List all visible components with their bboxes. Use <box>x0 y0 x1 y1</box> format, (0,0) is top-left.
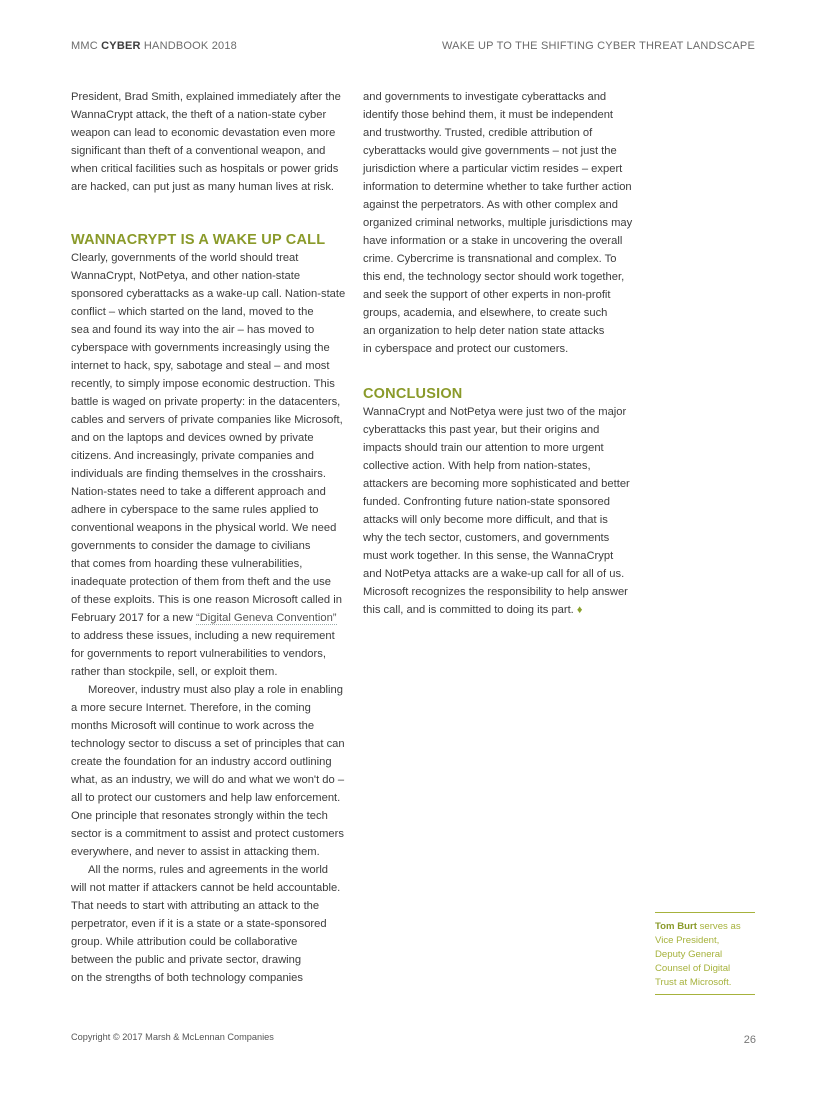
wannacrypt-paragraph-2 <box>71 681 345 861</box>
digital-geneva-convention-link[interactable]: “Digital Geneva Convention” <box>196 612 337 624</box>
text-line: significant than theft of a conventional weapon, and <box>71 145 326 157</box>
text-line: all to protect our customers and help law enforcement. <box>71 792 341 804</box>
running-header-right: WAKE UP TO THE SHIFTING CYBER THREAT LANDSCAPE <box>442 40 755 52</box>
text-line: to address these issues, including a new requirement <box>71 630 335 642</box>
text-line: internet to hack, spy, sabotage and steal – and most <box>71 360 330 372</box>
author-bio-first-line <box>655 920 755 934</box>
text-line: this end, the technology sector should work together, <box>363 271 625 283</box>
text-line: cables and servers of private companies like Microsoft, <box>71 414 343 426</box>
text-line: cyberattacks this past year, but their origins and <box>363 424 600 436</box>
final-sentence: this call, and is committed to doing its part. <box>363 604 574 616</box>
text-line: create the foundation for an industry accord outlining <box>71 756 332 768</box>
section-heading-wannacrypt: WANNACRYPT IS A WAKE UP CALL <box>71 232 326 248</box>
author-bio-line: Deputy General <box>655 949 723 960</box>
text-line: everywhere, and never to assist in attacking them. <box>71 846 320 858</box>
text-line: Nation-states need to take a different approach and <box>71 486 326 498</box>
author-bio <box>655 912 755 995</box>
text-line: conventional weapons in the physical world. We need <box>71 522 337 534</box>
text-line: WannaCrypt attack, the theft of a nation-state cyber <box>71 109 327 121</box>
text-line: citizens. And increasingly, private companies and <box>71 450 314 462</box>
text-line: One principle that resonates strongly within the tech <box>71 810 328 822</box>
text-line: have information or a stake in uncovering the overall <box>363 235 623 247</box>
text-line: rather than stockpile, sell, or exploit them. <box>71 666 278 678</box>
text-line: perpetrator, even if it is a state or a state-sponsored <box>71 918 327 930</box>
text-line: in cyberspace and protect our customers. <box>363 343 569 355</box>
text-line: governments to consider the damage to civilians <box>71 540 311 552</box>
attribution-paragraph <box>363 88 643 358</box>
running-header-left <box>71 40 237 52</box>
text-line: information to determine whether to take further action <box>363 181 632 193</box>
text-line: That needs to start with attributing an attack to the <box>71 900 320 912</box>
text-line: that comes from hoarding these vulnerabilities, <box>71 558 303 570</box>
text-line: groups, academia, and elsewhere, to create such <box>363 307 608 319</box>
text-line: what, as an industry, we will do and what we won't do – <box>71 774 345 786</box>
header-left-bold: CYBER <box>101 40 141 52</box>
text-line: inadequate protection of them from theft and the use <box>71 576 331 588</box>
text-line: organized criminal networks, multiple jurisdictions may <box>363 217 633 229</box>
text-line: individuals are finding themselves in the crosshairs. <box>71 468 326 480</box>
text-line: sponsored cyberattacks as a wake-up call. Nation-state <box>71 288 346 300</box>
left-column <box>71 88 345 987</box>
text-line: adhere in cyberspace to the same rules applied to <box>71 504 319 516</box>
text-line: All the norms, rules and agreements in the world <box>88 864 329 876</box>
text-line: on the strengths of both technology companies <box>71 972 303 984</box>
author-bio-line: Vice President, <box>655 935 720 946</box>
text-line: and seek the support of other experts in non-profit <box>363 289 611 301</box>
page-number: 26 <box>743 1034 756 1046</box>
text-line: President, Brad Smith, explained immediately after the <box>71 91 341 103</box>
text-line: a more secure Internet. Therefore, in the coming <box>71 702 311 714</box>
text-line: sector is a commitment to assist and protect customers <box>71 828 344 840</box>
text-line: conflict – which started on the land, moved to the <box>71 306 314 318</box>
text-line: why the tech sector, customers, and governments <box>363 532 610 544</box>
text-line: recently, to simply impose economic destruction. This <box>71 378 335 390</box>
text-line: crime. Cybercrime is transnational and complex. To <box>363 253 617 265</box>
text-line: identify those behind them, it must be independent <box>363 109 614 121</box>
text-line: collective action. With help from nation-states, <box>363 460 591 472</box>
text-line: WannaCrypt, NotPetya, and other nation-state <box>71 270 301 282</box>
author-bio-line: Trust at Microsoft. <box>655 977 732 988</box>
text-line: Microsoft recognizes the responsibility to help answer <box>363 586 628 598</box>
text-line: Clearly, governments of the world should treat <box>71 252 299 264</box>
text-line: against the perpetrators. As with other complex and <box>363 199 618 211</box>
text-line: and trustworthy. Trusted, credible attribution of <box>363 127 593 139</box>
text-line: technology sector to discuss a set of principles that can <box>71 738 345 750</box>
text-line-with-link <box>71 609 345 627</box>
link-lead-in: February 2017 for a new <box>71 612 196 624</box>
text-line: weapon can lead to economic devastation even more <box>71 127 336 139</box>
conclusion-paragraph <box>363 403 643 619</box>
section-heading-conclusion: CONCLUSION <box>363 386 463 402</box>
text-line: are hacked, can put just as many human lives at risk. <box>71 181 335 193</box>
text-line: of these exploits. This is one reason Microsoft called in <box>71 594 342 606</box>
header-left-prefix: MMC <box>71 40 102 52</box>
text-line: group. While attribution could be collaborative <box>71 936 298 948</box>
author-bio-line: Counsel of Digital <box>655 963 731 974</box>
text-line: impacts should train our attention to more urgent <box>363 442 604 454</box>
intro-paragraph <box>71 88 345 196</box>
text-line: WannaCrypt and NotPetya were just two of the major <box>363 406 627 418</box>
header-left-suffix: HANDBOOK 2018 <box>140 40 237 52</box>
author-bio-lead: serves as <box>696 921 741 932</box>
text-line: will not matter if attackers cannot be held accountable. <box>71 882 341 894</box>
text-line: sea and found its way into the air – has moved to <box>71 324 315 336</box>
text-line: Moreover, industry must also play a role in enabling <box>88 684 343 696</box>
end-diamond-icon: ♦ <box>576 604 583 616</box>
author-name: Tom Burt <box>655 921 697 932</box>
text-line: between the public and private sector, drawing <box>71 954 302 966</box>
text-line: cyberspace with governments increasingly using the <box>71 342 330 354</box>
wannacrypt-paragraph-1 <box>71 249 345 681</box>
text-line: and governments to investigate cyberattacks and <box>363 91 607 103</box>
wannacrypt-paragraph-3 <box>71 861 345 987</box>
text-line: funded. Confronting future nation-state sponsored <box>363 496 610 508</box>
text-line: battle is waged on private property: in the datacenters, <box>71 396 341 408</box>
text-line: when critical facilities such as hospitals or power grids <box>71 163 339 175</box>
text-line: attackers are becoming more sophisticated and better <box>363 478 630 490</box>
text-line: months Microsoft will continue to work across the <box>71 720 315 732</box>
text-line: must work together. In this sense, the WannaCrypt <box>363 550 614 562</box>
text-line: cyberattacks would give governments – not just the <box>363 145 617 157</box>
right-column <box>363 88 643 619</box>
text-line: jurisdiction where a particular victim resides – expert <box>363 163 623 175</box>
text-line: an organization to help deter nation state attacks <box>363 325 605 337</box>
text-line: and on the laptops and devices owned by private <box>71 432 314 444</box>
text-line: attacks will only become more difficult, and that is <box>363 514 608 526</box>
copyright-footer: Copyright © 2017 Marsh & McLennan Companies <box>71 1032 274 1042</box>
text-line: and NotPetya attacks are a wake-up call for all of us. <box>363 568 625 580</box>
text-line: for governments to report vulnerabilities to vendors, <box>71 648 326 660</box>
text-line-last <box>363 601 643 619</box>
